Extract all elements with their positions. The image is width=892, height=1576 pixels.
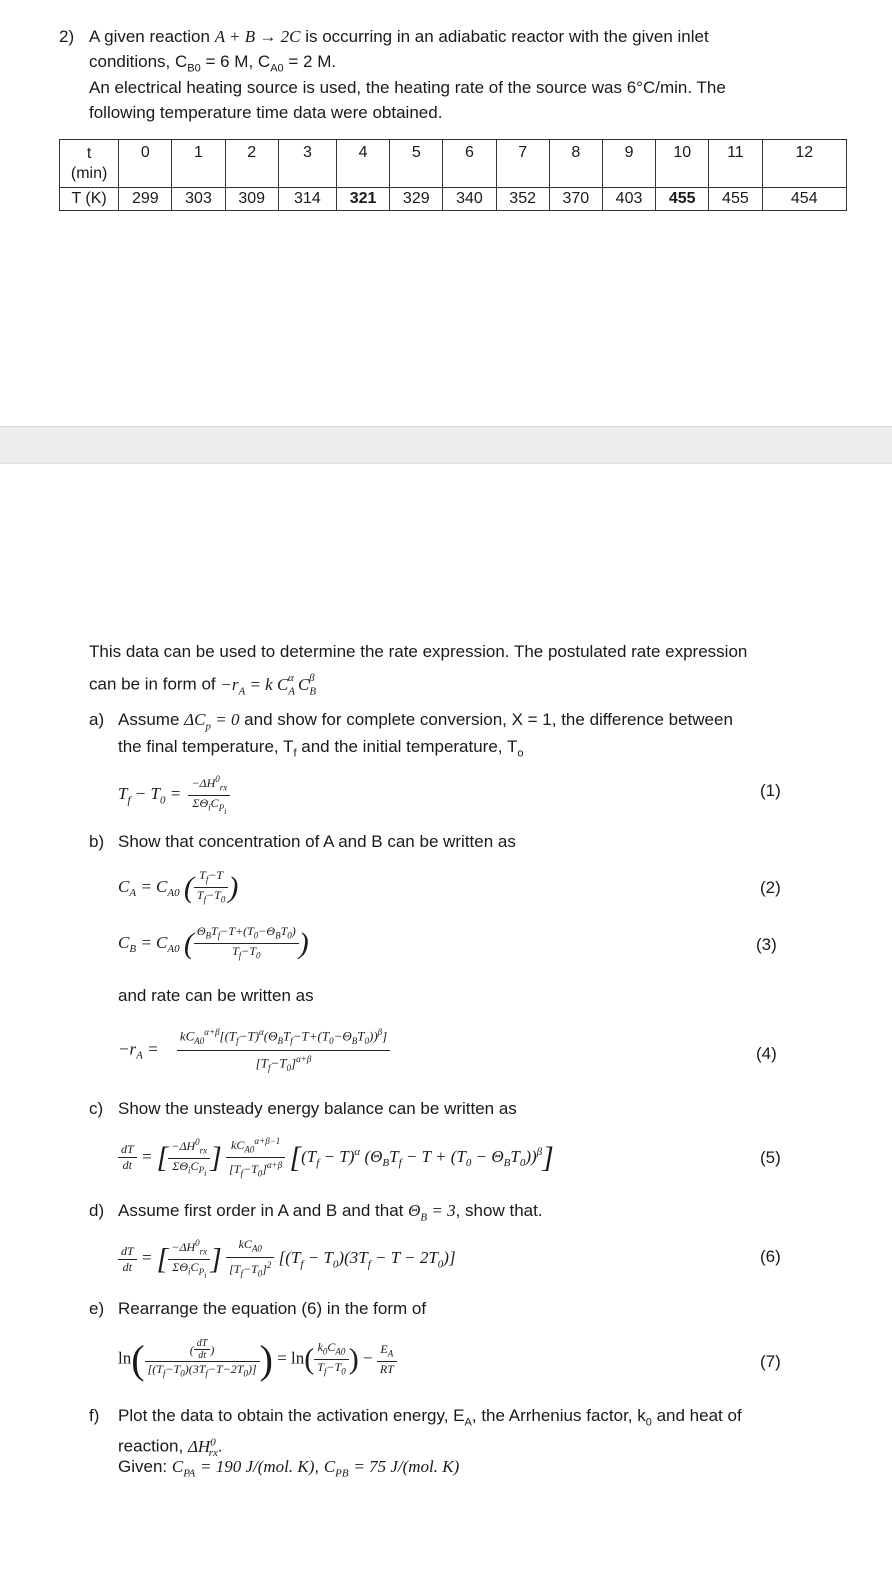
- part-f-given: Given: $C_{PA} = 190$ J/(mol. K), $C_{PB} = 75$ J/(mol. K): [118, 1457, 460, 1480]
- problem-line-4: following temperature time data were obtained.: [89, 103, 443, 122]
- temp-cell: 352: [496, 188, 549, 211]
- temp-cell: 455: [656, 188, 709, 211]
- equation-4-number: (4): [756, 1044, 777, 1063]
- time-cell: 12: [762, 140, 847, 188]
- problem-line-3: An electrical heating source is used, the heating rate of the source was 6°C/min. The: [89, 78, 726, 97]
- part-f-line-1: Plot the data to obtain the activation energy, $E_A$, the Arrhenius factor, $k_0$ and heat of: [118, 1406, 742, 1429]
- time-cell: 6: [443, 140, 496, 188]
- temp-cell: 370: [549, 188, 602, 211]
- part-b-label: b): [89, 832, 105, 851]
- temp-cell: 299: [119, 188, 172, 211]
- equation-3-number: (3): [756, 935, 777, 954]
- equation-6: $\frac{dT}{dt}$ = [ $\frac{-\Delta H^0_{rx}}{\Sigma\Theta_iC_{P_i}}$ ] $\frac{kC_{A0}}{[T_f-T_0]^2}$ $[(T_f - T_0)(3T_f - T - 2T_0)]$: [118, 1236, 456, 1283]
- part-c-text: Show the unsteady energy balance can be written as: [118, 1099, 517, 1118]
- equation-4: $-r_A$ = $\frac{kC_{A0}^{\alpha+\beta}[(T_f-T)^\alpha(\Theta_BT_f-T+(T_0-\Theta_BT_0))^\beta]}{[T_f-T_0]^{\alpha+\beta}}$: [118, 1024, 393, 1077]
- time-cell: 7: [496, 140, 549, 188]
- time-cell: 10: [656, 140, 709, 188]
- time-cell: 4: [337, 140, 390, 188]
- part-b-text: Show that concentration of A and B can be written as: [118, 832, 516, 851]
- problem-number: 2): [59, 27, 75, 46]
- part-e-label: e): [89, 1299, 105, 1318]
- temperature-label: T (K): [60, 188, 119, 211]
- equation-3: $C_B = C_{A0}$ ( $\frac{\Theta_BT_f-T+(T_0-\Theta_BT_0)}{T_f-T_0}$ ): [118, 924, 309, 961]
- time-cell: 2: [225, 140, 278, 188]
- equation-7-number: (7): [760, 1352, 781, 1371]
- part-f-line-2: reaction, $\Delta H^0_{rx}$.: [118, 1436, 223, 1460]
- equation-1: $T_f - T_0$ = $\frac{-\Delta H^0_{rx}}{\Sigma\Theta_iC_{P_i}}$: [118, 772, 233, 819]
- part-d-text: Assume first order in A and B and that $\Theta_B = 3$, show that.: [118, 1201, 543, 1224]
- temperature-row: [60, 188, 847, 211]
- reaction-equation: A + B → 2C: [214, 27, 301, 46]
- temp-cell: 340: [443, 188, 496, 211]
- time-cell: 0: [119, 140, 172, 188]
- time-cell: 8: [549, 140, 602, 188]
- part-f-label: f): [89, 1406, 100, 1425]
- part-b-text-2: and rate can be written as: [118, 986, 314, 1005]
- intro-line-2: can be in form of $-r_A = k$ $C_A^\alpha$ $C_B^\beta$: [89, 672, 317, 698]
- part-e-text: Rearrange the equation (6) in the form of: [118, 1299, 427, 1318]
- temp-cell: 303: [172, 188, 225, 211]
- time-cell: 5: [390, 140, 443, 188]
- problem-line-1: A given reaction A + B → 2C is occurring in an adiabatic reactor with the given inlet: [89, 27, 709, 46]
- part-d-label: d): [89, 1201, 105, 1220]
- intro-line-1: This data can be used to determine the rate expression. The postulated rate expression: [89, 642, 748, 661]
- equation-2: $C_A = C_{A0}$ ( $\frac{T_f-T}{T_f-T_0}$ ): [118, 868, 239, 905]
- temp-cell: 309: [225, 188, 278, 211]
- part-a-label: a): [89, 710, 105, 729]
- temp-cell: 455: [709, 188, 762, 211]
- equation-5: $\frac{dT}{dt}$ = [ $\frac{-\Delta H^0_{rx}}{\Sigma\Theta_iC_{P_i}}$ ] $\frac{kC_{A0}^{\alpha+\beta-1}}{[T_f-T_0]^{\alpha+\beta}}$ [$(T_f - T)^\alpha$ $(\Theta_BT_f - T + (T_0 - \Theta_BT_0))^\beta$]: [118, 1134, 554, 1182]
- time-cell: 1: [172, 140, 225, 188]
- part-a-line-2: the final temperature, $T_f$ and the initial temperature, $T_o$: [118, 737, 524, 760]
- temp-cell: 454: [762, 188, 847, 211]
- temp-cell: 314: [278, 188, 336, 211]
- temp-cell: 329: [390, 188, 443, 211]
- time-label: t (min): [60, 140, 119, 188]
- equation-1-number: (1): [760, 781, 781, 800]
- page-divider: [0, 426, 892, 464]
- time-cell: 3: [278, 140, 336, 188]
- time-row: [60, 140, 847, 188]
- equation-7: ln( ( $\frac{dT}{dt}$ ) $[(T_f-T_0)(3T_f-T-2T_0)]$ ) = ln( $\frac{k_0C_{A0}}{T_f-T_0}$ ) − $\frac{E_A}{RT}$: [118, 1336, 397, 1383]
- temperature-time-table: [59, 139, 847, 211]
- equation-2-number: (2): [760, 878, 781, 897]
- temp-cell: 321: [337, 188, 390, 211]
- equation-5-number: (5): [760, 1148, 781, 1167]
- time-cell: 11: [709, 140, 762, 188]
- time-cell: 9: [602, 140, 655, 188]
- temp-cell: 403: [602, 188, 655, 211]
- equation-6-number: (6): [760, 1247, 781, 1266]
- problem-line-2: conditions, $C_{B0} = 6$ M, $C_{A0} = 2$ M.: [89, 52, 337, 75]
- part-c-label: c): [89, 1099, 104, 1118]
- rate-law: $-r_A = k$ $C_A^\alpha$ $C_B^\beta$: [220, 672, 317, 698]
- part-a-line-1: Assume $\Delta C_p = 0$ and show for complete conversion, X = 1, the difference between: [118, 710, 733, 733]
